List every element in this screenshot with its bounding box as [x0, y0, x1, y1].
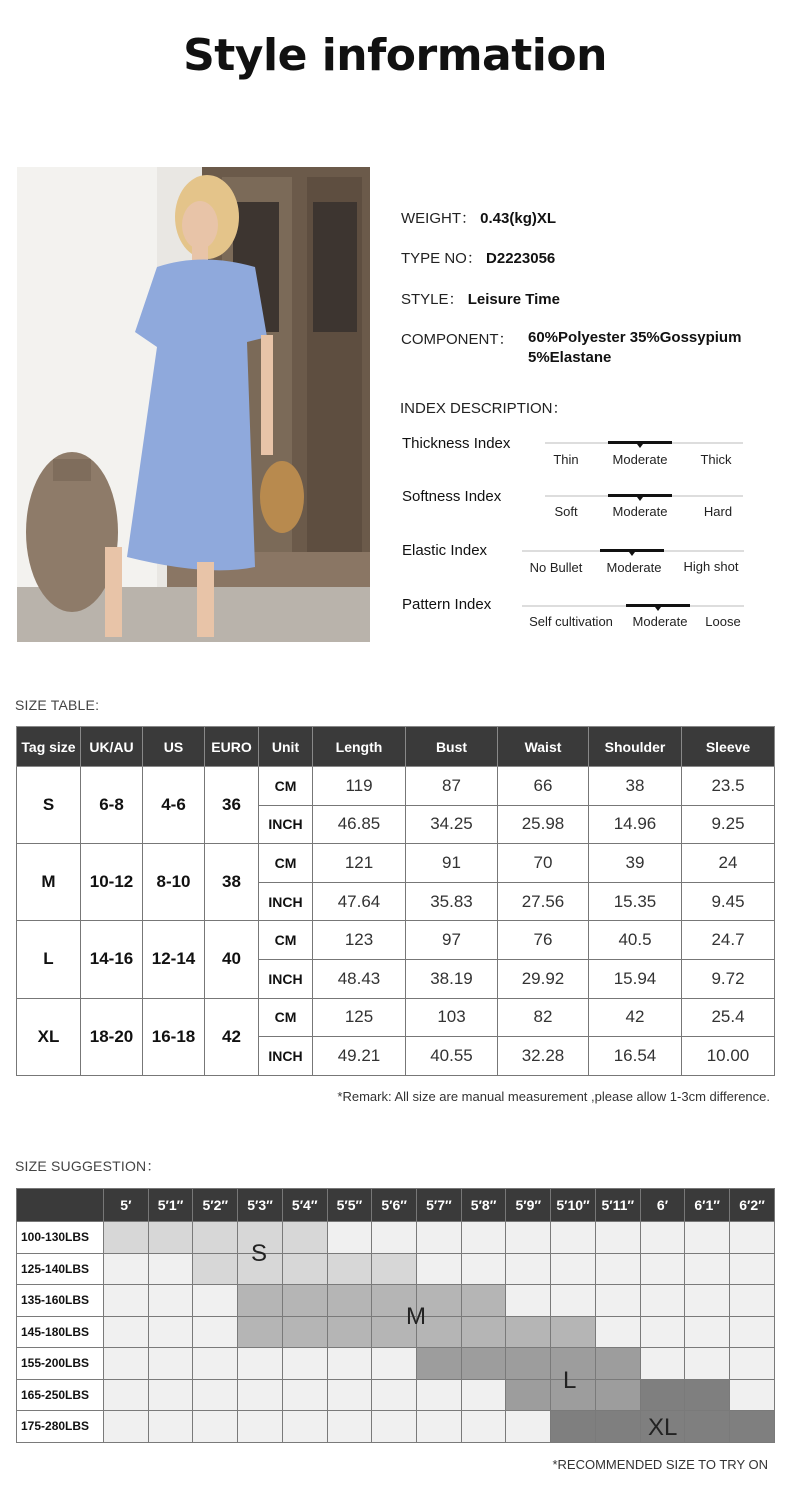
height-header: 6′ [640, 1189, 685, 1222]
sleeve-cell: 9.45 [682, 882, 775, 921]
suggestion-cell [595, 1222, 640, 1254]
suggestion-cell [104, 1411, 149, 1443]
us-cell: 12-14 [143, 921, 205, 998]
elastic-high: High shot [683, 559, 739, 574]
suggestion-cell [461, 1379, 506, 1411]
zone-label-m: M [406, 1303, 426, 1330]
size-table-header [17, 727, 775, 767]
suggestion-cell [327, 1253, 372, 1285]
elastic-index-name: Elastic Index [402, 542, 488, 559]
height-header: 5′8″ [461, 1189, 506, 1222]
pattern-mid: Moderate [632, 614, 688, 629]
weight-label: 165-250LBS [17, 1379, 104, 1411]
bust-cell: 91 [406, 844, 498, 883]
type-row [401, 247, 555, 268]
suggestion-cell [730, 1348, 775, 1380]
elastic-low: No Bullet [529, 560, 583, 575]
unit-cm-cell: CM [259, 767, 313, 806]
header-uk-au: UK/AU [81, 727, 143, 767]
bust-cell: 35.83 [406, 882, 498, 921]
suggestion-cell [148, 1222, 193, 1254]
shoulder-cell: 40.5 [589, 921, 682, 960]
suggestion-cell [595, 1285, 640, 1317]
suggestion-cell [372, 1379, 417, 1411]
weight-label: 125-140LBS [17, 1253, 104, 1285]
suggestion-cell [551, 1285, 596, 1317]
unit-cm-cell: CM [259, 844, 313, 883]
zone-label-l: L [563, 1367, 577, 1394]
softness-mid: Moderate [612, 504, 668, 519]
suggestion-cell [148, 1411, 193, 1443]
softness-high: Hard [703, 504, 733, 519]
zone-label-s: S [251, 1240, 268, 1267]
suggestion-cell [104, 1348, 149, 1380]
suggestion-cell [506, 1316, 551, 1348]
component-row [401, 328, 514, 349]
suggestion-cell [640, 1285, 685, 1317]
suggestion-cell [282, 1316, 327, 1348]
suggestion-cell [372, 1253, 417, 1285]
sleeve-cell: 9.72 [682, 959, 775, 998]
suggestion-cell [282, 1411, 327, 1443]
suggestion-cell [417, 1379, 462, 1411]
pattern-high: Loose [705, 614, 741, 629]
waist-cell: 66 [498, 767, 589, 806]
suggestion-cell [372, 1348, 417, 1380]
type-value: D2223056 [486, 250, 556, 267]
suggestion-cell [461, 1411, 506, 1443]
suggestion-cell [730, 1285, 775, 1317]
tag-size-cell: XL [17, 998, 81, 1075]
suggestion-cell [417, 1348, 462, 1380]
tag-size-cell: L [17, 921, 81, 998]
uk-cell: 10-12 [81, 844, 143, 921]
height-header: 5′9″ [506, 1189, 551, 1222]
suggestion-cell [595, 1379, 640, 1411]
size-table-label: SIZE TABLE: [15, 697, 100, 713]
suggestion-cell [685, 1348, 730, 1380]
suggestion-cell [640, 1348, 685, 1380]
suggestion-row [17, 1222, 775, 1254]
suggestion-cell [327, 1348, 372, 1380]
suggestion-cell [417, 1253, 462, 1285]
style-label: STYLE： [401, 291, 464, 308]
suggestion-cell [148, 1285, 193, 1317]
header-us: US [143, 727, 205, 767]
recommend-footnote: *RECOMMENDED SIZE TO TRY ON [552, 1457, 768, 1472]
header-shoulder: Shoulder [589, 727, 682, 767]
bust-cell: 40.55 [406, 1037, 498, 1076]
waist-cell: 25.98 [498, 805, 589, 844]
sleeve-cell: 24 [682, 844, 775, 883]
zone-label-xl: XL [648, 1414, 678, 1441]
suggestion-row [17, 1285, 775, 1317]
shoulder-cell: 15.35 [589, 882, 682, 921]
header-bust: Bust [406, 727, 498, 767]
suggestion-cell [193, 1253, 238, 1285]
elastic-mid: Moderate [606, 560, 662, 575]
shoulder-cell: 38 [589, 767, 682, 806]
elastic-marker [600, 549, 664, 552]
bust-cell: 87 [406, 767, 498, 806]
suggestion-cell [148, 1316, 193, 1348]
suggestion-cell [282, 1253, 327, 1285]
suggestion-cell [193, 1379, 238, 1411]
suggestion-cell [685, 1253, 730, 1285]
suggestion-cell [506, 1348, 551, 1380]
height-header: 5′2″ [193, 1189, 238, 1222]
length-cell: 47.64 [313, 882, 406, 921]
suggestion-cell [595, 1316, 640, 1348]
waist-cell: 76 [498, 921, 589, 960]
us-cell: 16-18 [143, 998, 205, 1075]
suggestion-cell [461, 1222, 506, 1254]
weight-label: 135-160LBS [17, 1285, 104, 1317]
thickness-index-name: Thickness Index [402, 435, 511, 452]
euro-cell: 42 [205, 998, 259, 1075]
size-remark: *Remark: All size are manual measurement ,please allow 1-3cm difference. [337, 1089, 770, 1104]
thickness-mid: Moderate [612, 452, 668, 467]
suggestion-cell [595, 1253, 640, 1285]
sleeve-cell: 10.00 [682, 1037, 775, 1076]
header-waist: Waist [498, 727, 589, 767]
suggestion-cell [506, 1222, 551, 1254]
length-cell: 46.85 [313, 805, 406, 844]
suggestion-cell [640, 1379, 685, 1411]
suggestion-cell [640, 1253, 685, 1285]
height-header: 5′3″ [238, 1189, 283, 1222]
suggestion-cell [327, 1411, 372, 1443]
suggestion-cell [193, 1411, 238, 1443]
bust-cell: 34.25 [406, 805, 498, 844]
component-value: 60%Polyester 35%Gossypium 5%Elastane [528, 329, 742, 366]
suggestion-cell [193, 1316, 238, 1348]
length-cell: 125 [313, 998, 406, 1037]
suggestion-cell [148, 1253, 193, 1285]
shoulder-cell: 42 [589, 998, 682, 1037]
height-header: 5′ [104, 1189, 149, 1222]
suggestion-cell [506, 1253, 551, 1285]
header-tag-size: Tag size [17, 727, 81, 767]
bust-cell: 38.19 [406, 959, 498, 998]
weight-label: 100-130LBS [17, 1222, 104, 1254]
pattern-low: Self cultivation [529, 614, 613, 629]
unit-inch-cell: INCH [259, 1037, 313, 1076]
suggestion-cell [461, 1285, 506, 1317]
suggestion-cell [372, 1411, 417, 1443]
suggestion-cell [640, 1316, 685, 1348]
softness-marker [608, 494, 672, 497]
pattern-index-name: Pattern Index [402, 596, 492, 613]
suggestion-cell [417, 1222, 462, 1254]
euro-cell: 36 [205, 767, 259, 844]
suggestion-cell [327, 1285, 372, 1317]
suggestion-cell [238, 1316, 283, 1348]
index-title: INDEX DESCRIPTION： [400, 400, 568, 417]
table-row [17, 767, 775, 806]
height-header: 5′4″ [282, 1189, 327, 1222]
suggestion-cell [238, 1379, 283, 1411]
suggestion-cell [417, 1411, 462, 1443]
sleeve-cell: 23.5 [682, 767, 775, 806]
tag-size-cell: S [17, 767, 81, 844]
suggestion-cell [730, 1316, 775, 1348]
weight-row [401, 207, 556, 228]
length-cell: 121 [313, 844, 406, 883]
shoulder-cell: 39 [589, 844, 682, 883]
suggestion-cell [193, 1285, 238, 1317]
suggestion-cell [506, 1379, 551, 1411]
height-header: 5′10″ [551, 1189, 596, 1222]
suggestion-cell [461, 1348, 506, 1380]
suggestion-cell [327, 1316, 372, 1348]
suggestion-cell [193, 1222, 238, 1254]
table-row [17, 998, 775, 1037]
suggestion-cell [327, 1222, 372, 1254]
height-header: 5′1″ [148, 1189, 193, 1222]
height-header: 5′6″ [372, 1189, 417, 1222]
suggestion-cell [685, 1222, 730, 1254]
weight-label: 145-180LBS [17, 1316, 104, 1348]
suggestion-cell [282, 1285, 327, 1317]
suggestion-cell [730, 1222, 775, 1254]
length-cell: 123 [313, 921, 406, 960]
suggestion-cell [104, 1379, 149, 1411]
suggestion-cell [104, 1285, 149, 1317]
suggestion-cell [461, 1316, 506, 1348]
length-cell: 48.43 [313, 959, 406, 998]
sleeve-cell: 9.25 [682, 805, 775, 844]
suggestion-cell [461, 1253, 506, 1285]
pattern-marker [626, 604, 690, 607]
suggestion-cell [282, 1222, 327, 1254]
suggestion-cell [282, 1379, 327, 1411]
softness-low: Soft [554, 504, 578, 519]
height-header: 6′1″ [685, 1189, 730, 1222]
suggestion-cell [104, 1316, 149, 1348]
header-length: Length [313, 727, 406, 767]
suggestion-cell [104, 1222, 149, 1254]
size-table [16, 726, 775, 1076]
height-header: 5′5″ [327, 1189, 372, 1222]
weight-value: 0.43(kg)XL [480, 210, 557, 227]
component-label: COMPONENT： [401, 331, 514, 348]
suggestion-cell [685, 1285, 730, 1317]
suggestion-cell [551, 1222, 596, 1254]
thickness-high: Thick [700, 452, 732, 467]
suggestion-row [17, 1253, 775, 1285]
waist-cell: 82 [498, 998, 589, 1037]
suggestion-header [17, 1189, 775, 1222]
us-cell: 4-6 [143, 767, 205, 844]
style-row [401, 288, 560, 309]
product-photo [17, 167, 370, 642]
suggestion-cell [327, 1379, 372, 1411]
waist-cell: 32.28 [498, 1037, 589, 1076]
us-cell: 8-10 [143, 844, 205, 921]
suggestion-cell [148, 1348, 193, 1380]
bust-cell: 97 [406, 921, 498, 960]
table-row [17, 844, 775, 883]
thickness-low: Thin [553, 452, 579, 467]
suggestion-cell [640, 1222, 685, 1254]
sleeve-cell: 25.4 [682, 998, 775, 1037]
bust-cell: 103 [406, 998, 498, 1037]
uk-cell: 14-16 [81, 921, 143, 998]
suggestion-cell [104, 1253, 149, 1285]
style-value: Leisure Time [467, 291, 560, 308]
suggestion-cell [506, 1411, 551, 1443]
suggestion-row [17, 1348, 775, 1380]
suggestion-cell [595, 1411, 640, 1443]
suggestion-cell [238, 1348, 283, 1380]
suggestion-cell [595, 1348, 640, 1380]
suggestion-cell [238, 1285, 283, 1317]
sleeve-cell: 24.7 [682, 921, 775, 960]
header-euro: EURO [205, 727, 259, 767]
waist-cell: 27.56 [498, 882, 589, 921]
header-unit: Unit [259, 727, 313, 767]
tag-size-cell: M [17, 844, 81, 921]
suggestion-cell [193, 1348, 238, 1380]
unit-inch-cell: INCH [259, 882, 313, 921]
weight-label: WEIGHT： [401, 210, 476, 227]
suggestion-cell [730, 1411, 775, 1443]
weight-label: 155-200LBS [17, 1348, 104, 1380]
table-row [17, 921, 775, 960]
shoulder-cell: 16.54 [589, 1037, 682, 1076]
unit-inch-cell: INCH [259, 805, 313, 844]
suggestion-cell [685, 1316, 730, 1348]
waist-cell: 29.92 [498, 959, 589, 998]
shoulder-cell: 14.96 [589, 805, 682, 844]
suggestion-cell [372, 1222, 417, 1254]
thickness-marker [608, 441, 672, 444]
height-header: 5′7″ [417, 1189, 462, 1222]
suggestion-cell [238, 1411, 283, 1443]
header-sleeve: Sleeve [682, 727, 775, 767]
unit-cm-cell: CM [259, 998, 313, 1037]
suggestion-cell [506, 1285, 551, 1317]
uk-cell: 18-20 [81, 998, 143, 1075]
length-cell: 119 [313, 767, 406, 806]
suggestion-row [17, 1316, 775, 1348]
height-header: 6′2″ [730, 1189, 775, 1222]
uk-cell: 6-8 [81, 767, 143, 844]
size-suggestion-label: SIZE SUGGESTION： [15, 1158, 161, 1174]
euro-cell: 40 [205, 921, 259, 998]
shoulder-cell: 15.94 [589, 959, 682, 998]
suggestion-cell [685, 1411, 730, 1443]
unit-cm-cell: CM [259, 921, 313, 960]
suggestion-cell [282, 1348, 327, 1380]
size-suggestion-grid [16, 1188, 775, 1443]
waist-cell: 70 [498, 844, 589, 883]
suggestion-cell [685, 1379, 730, 1411]
suggestion-row [17, 1379, 775, 1411]
length-cell: 49.21 [313, 1037, 406, 1076]
suggestion-cell [551, 1411, 596, 1443]
page-title: Style information [183, 30, 607, 81]
suggestion-cell [730, 1253, 775, 1285]
suggestion-cell [148, 1379, 193, 1411]
corner-cell [17, 1189, 104, 1222]
suggestion-cell [551, 1316, 596, 1348]
weight-label: 175-280LBS [17, 1411, 104, 1443]
softness-index-name: Softness Index [402, 488, 502, 505]
suggestion-cell [551, 1253, 596, 1285]
type-label: TYPE NO： [401, 250, 482, 267]
suggestion-cell [730, 1379, 775, 1411]
unit-inch-cell: INCH [259, 959, 313, 998]
height-header: 5′11″ [595, 1189, 640, 1222]
euro-cell: 38 [205, 844, 259, 921]
